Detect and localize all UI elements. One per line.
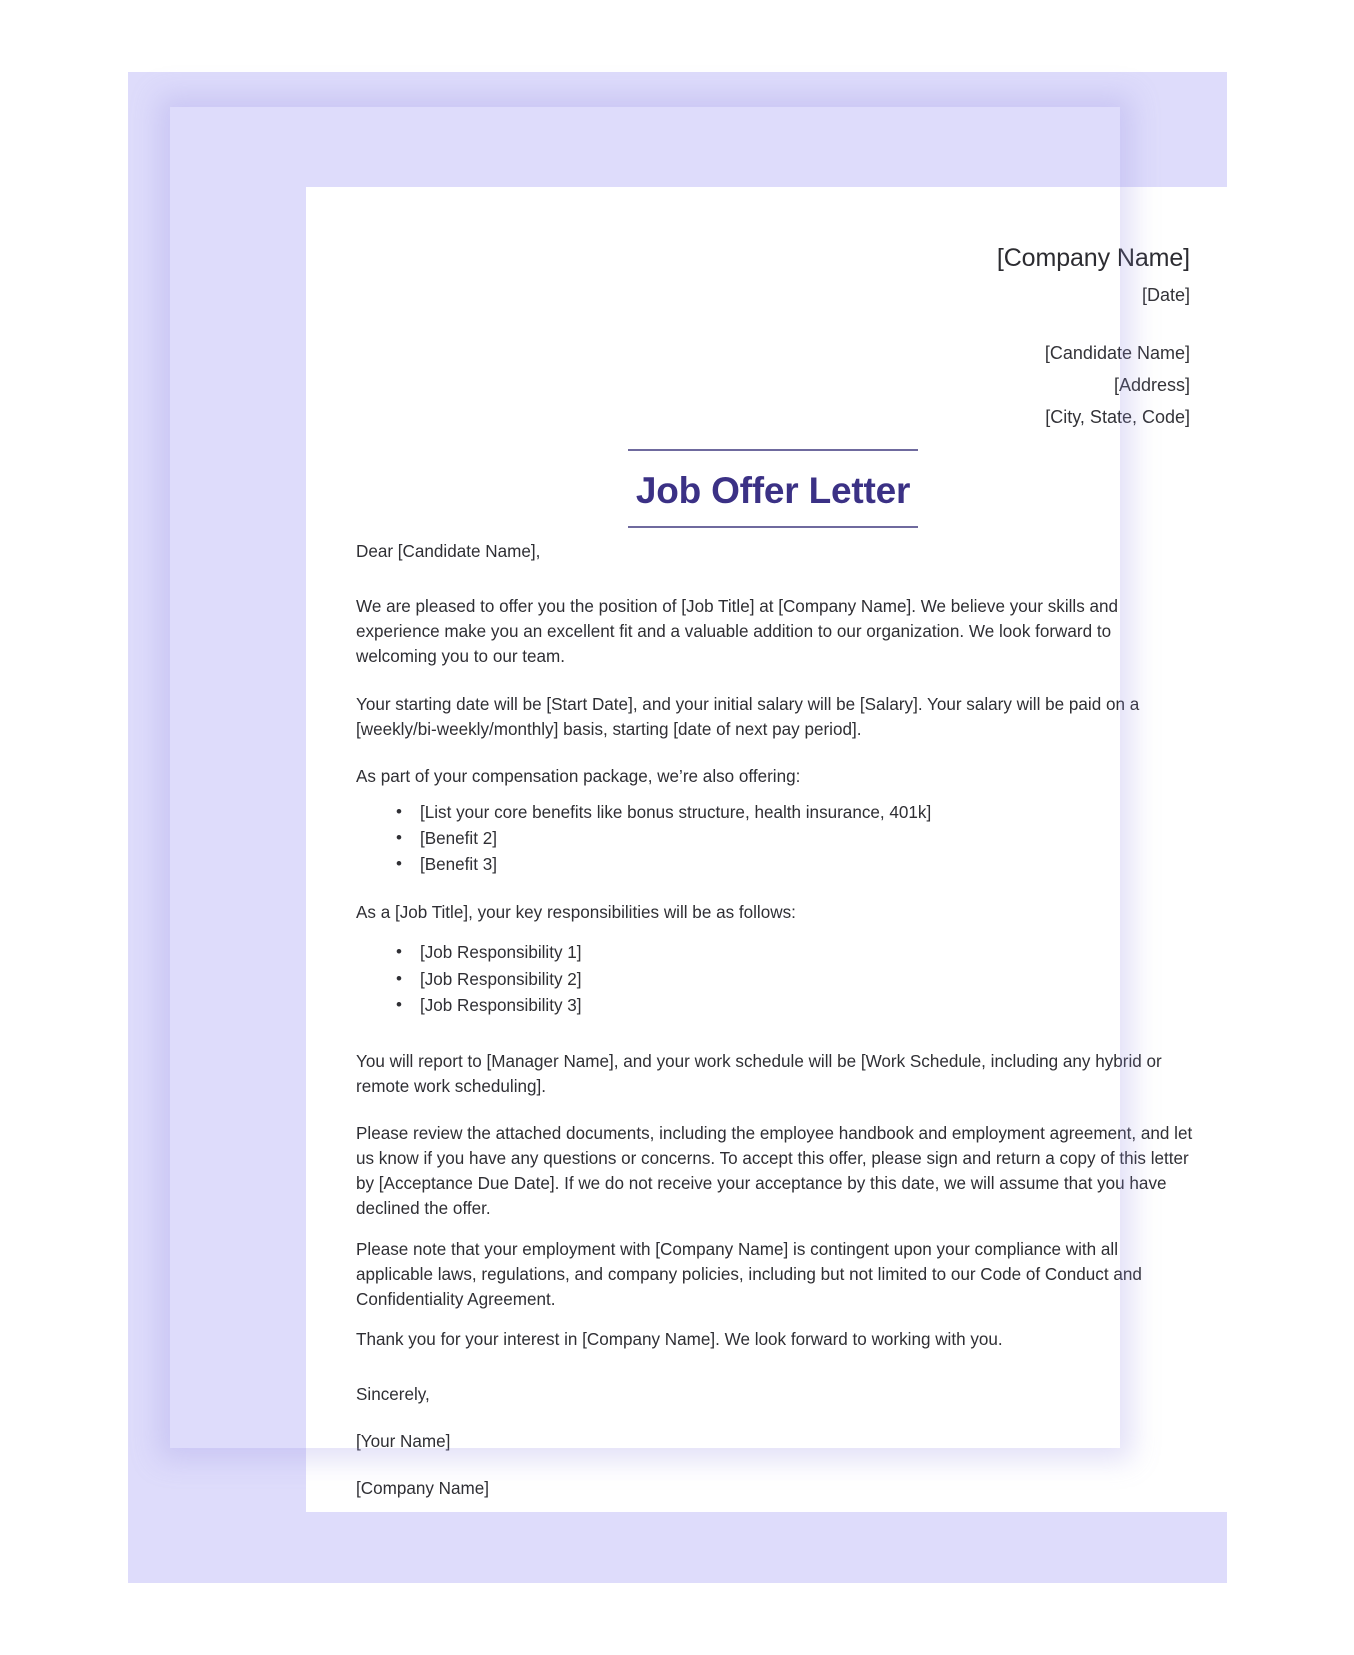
spacer <box>356 1019 1196 1049</box>
closing-salutation: Sincerely, <box>356 1385 430 1404</box>
letter-body <box>356 539 1196 1501</box>
list-item <box>394 800 1196 825</box>
thanks-paragraph: Thank you for your interest in [Company Name]. We look forward to working with you. <box>356 1329 1003 1349</box>
review-paragraph: Please review the attached documents, including the employee handbook and employment agreement, and let us know if you have any questions or concerns. To accept this offer, please sign and return a copy of this letter by [Acceptance Due Date]. If we do not receive your acceptance by this date, we will assume that you have declined the offer. <box>356 1124 1193 1219</box>
title-rule-bottom <box>628 526 918 528</box>
bullet-icon: • <box>396 854 402 874</box>
list-item-label: [Job Responsibility 3] <box>420 995 582 1015</box>
spacer <box>356 1352 1196 1382</box>
document-title-block <box>306 449 1240 528</box>
spacer <box>356 878 1196 900</box>
bullet-icon: • <box>396 994 402 1014</box>
spacer <box>356 670 1196 692</box>
sender-company-name: [Company Name] <box>996 244 1190 272</box>
recipient-address: [Address] <box>1113 374 1190 395</box>
list-item-label: [List your core benefits like bonus structure, health insurance, 401k] <box>420 802 932 822</box>
spacer <box>356 742 1196 764</box>
bullet-icon: • <box>396 942 402 962</box>
bullet-icon: • <box>396 968 402 988</box>
document-backdrop <box>128 72 1227 1583</box>
list-item <box>394 967 1196 992</box>
spacer <box>356 789 1196 800</box>
spacer <box>356 1312 1196 1327</box>
recipient-address-block <box>997 337 1190 433</box>
spacer <box>356 564 1196 594</box>
recipient-name: [Candidate Name] <box>1044 342 1190 363</box>
list-item <box>394 940 1196 965</box>
benefits-list <box>356 800 1196 877</box>
list-item-label: [Benefit 3] <box>420 855 497 875</box>
contingency-paragraph: Please note that your employment with [Company Name] is contingent upon your compliance with all applicable laws, regulations, and company policies, including but not limited to our Code of Conduct and Confidentiality Agreement. <box>356 1239 1142 1309</box>
signer-name: [Your Name] <box>356 1432 451 1452</box>
letterhead-address-block <box>997 242 1190 433</box>
recipient-city-state-code: [City, State, Code] <box>1045 406 1190 427</box>
responsibilities-list <box>356 940 1196 1017</box>
responsibilities-intro: As a [Job Title], your key responsibilities will be as follows: <box>356 903 796 923</box>
signer-company: [Company Name] <box>356 1479 490 1499</box>
spacer <box>356 925 1196 940</box>
intro-paragraph: We are pleased to offer you the position of [Job Title] at [Company Name]. We believe your skills and experience make you an excellent fit and a valuable addition to our organization. We look forward to welcoming you to our team. <box>356 597 1119 667</box>
reporting-paragraph: You will report to [Manager Name], and your work schedule will be [Work Schedule, including any hybrid or remote work scheduling]. <box>356 1051 1162 1096</box>
spacer <box>356 1454 1196 1476</box>
benefits-intro: As part of your compensation package, we’re also offering: <box>356 766 801 786</box>
salary-paragraph: Your starting date will be [Start Date], and your initial salary will be [Salary]. Your salary will be paid on a [weekly/bi-weekly/monthly] basis, starting [date of next pay period]. <box>356 694 1140 739</box>
bullet-icon: • <box>396 801 402 821</box>
spacer <box>356 1222 1196 1237</box>
list-item-label: [Job Responsibility 1] <box>420 943 582 963</box>
page-title: Job Offer Letter <box>635 470 911 511</box>
bullet-icon: • <box>396 828 402 847</box>
spacer <box>356 1407 1196 1429</box>
spacer <box>356 1099 1196 1121</box>
list-item <box>394 993 1196 1018</box>
list-item-label: [Job Responsibility 2] <box>420 969 582 989</box>
list-item <box>394 852 1196 877</box>
list-item-label: [Benefit 2] <box>420 829 497 848</box>
salutation: Dear [Candidate Name], <box>356 542 541 561</box>
list-item <box>394 826 1196 851</box>
letter-date: [Date] <box>1141 284 1190 305</box>
letter-page <box>306 187 1240 1512</box>
